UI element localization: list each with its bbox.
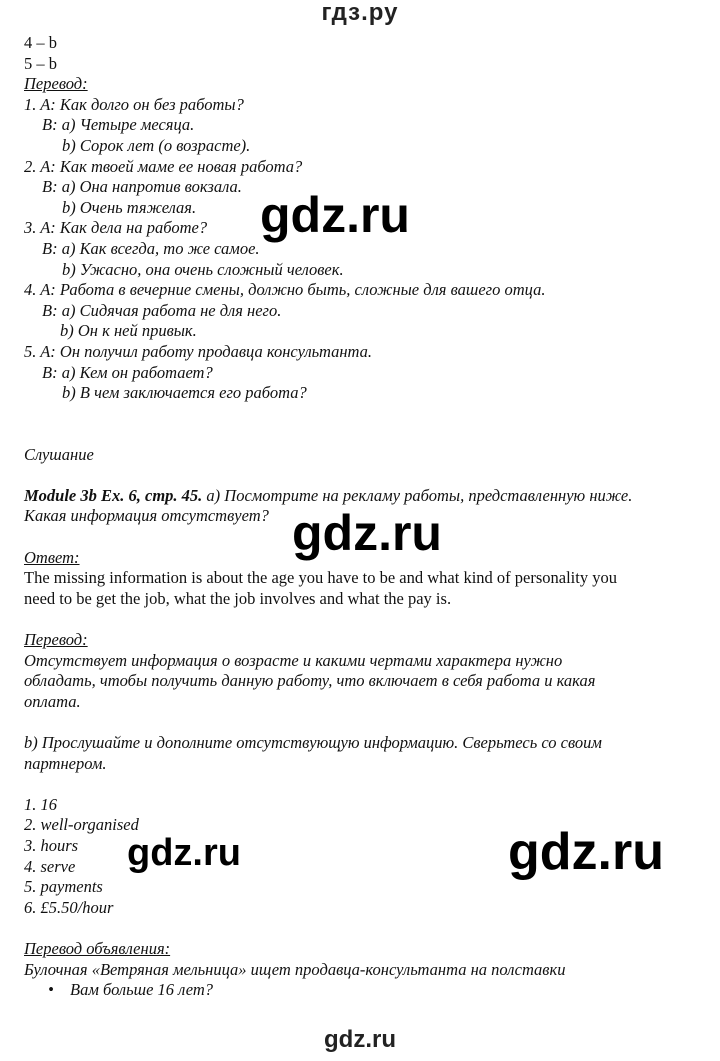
text-line: B: a) Четыре месяца. <box>42 115 195 135</box>
spacer <box>24 404 704 445</box>
text-line: B: a) Сидячая работа не для него. <box>42 300 282 320</box>
spacer <box>24 465 704 486</box>
exercise-reference: Module 3b Ex. 6, стр. 45. <box>24 485 203 505</box>
text-line: b) Прослушайте и дополните отсутствующую информацию. Сверьтесь со своим <box>24 733 602 752</box>
exercise-instruction: a) Посмотрите на рекламу работы, представленную ниже. <box>202 485 633 505</box>
site-footer: gdz.ru <box>324 1026 396 1053</box>
text-line: Ответ: <box>24 547 80 567</box>
text-line: 4 – b <box>24 33 57 52</box>
bullet-icon: • <box>48 980 54 1000</box>
text-line: b) В чем заключается его работа? <box>62 383 307 403</box>
text-line <box>24 486 704 507</box>
spacer <box>24 609 704 630</box>
text-line: 4. A: Работа в вечерние смены, должно быть, сложные для вашего отца. <box>24 280 546 300</box>
text-line: Булочная «Ветряная мельница» ищет продавца-консультанта на полставки <box>24 959 566 979</box>
watermark: gdz.ru <box>260 187 410 243</box>
text-line: 2. well-organised <box>24 815 139 835</box>
text-line: обладать, чтобы получить данную работу, что включает в себя работа и какая <box>24 671 596 691</box>
text-line: b) Ужасно, она очень сложный человек. <box>62 259 344 279</box>
text-line: The missing information is about the age you have to be and what kind of personality you <box>24 568 617 588</box>
text-line: партнером. <box>24 753 107 773</box>
text-line: 1. 16 <box>24 794 57 814</box>
text-line: 6. £5.50/hour <box>24 897 114 917</box>
text-line: b) Он к ней привык. <box>60 321 197 341</box>
text-line: Перевод объявления: <box>24 938 171 958</box>
text-line: 5. A: Он получил работу продавца консультанта. <box>24 341 373 361</box>
spacer <box>24 918 704 939</box>
text-line: 4. serve <box>24 856 76 876</box>
text-line: 3. hours <box>24 835 79 855</box>
text-line: Перевод: <box>24 74 88 94</box>
text-line: 1. A: Как долго он без работы? <box>24 94 244 114</box>
text-line: 2. A: Как твоей маме ее новая работа? <box>24 156 303 176</box>
spacer <box>24 774 704 795</box>
text-line: B: a) Кем он работает? <box>42 362 213 382</box>
spacer <box>24 712 704 733</box>
text-line: оплата. <box>24 691 81 711</box>
text-line: 3. A: Как дела на работе? <box>24 218 208 238</box>
bullet-text: Вам больше 16 лет? <box>70 980 214 1000</box>
text-line <box>24 980 704 1001</box>
text-line: Отсутствует информация о возрасте и какими чертами характера нужно <box>24 650 563 670</box>
watermark: gdz.ru <box>127 832 241 874</box>
text-line: Какая информация отсутствует? <box>24 506 269 526</box>
text-line: b) Сорок лет (о возрасте). <box>62 135 251 155</box>
watermark: gdz.ru <box>508 823 664 881</box>
text-line: Перевод: <box>24 630 88 650</box>
text-line: b) Очень тяжелая. <box>62 197 197 217</box>
watermark: gdz.ru <box>292 505 442 561</box>
site-header: гдз.ру <box>321 0 399 26</box>
text-line: Слушание <box>24 444 94 464</box>
text-line: B: a) Как всегда, то же самое. <box>42 238 260 258</box>
text-line: B: a) Она напротив вокзала. <box>42 177 242 197</box>
text-line: 5. payments <box>24 877 103 897</box>
text-line: 5 – b <box>24 53 57 73</box>
text-line: need to be get the job, what the job involves and what the pay is. <box>24 588 452 608</box>
